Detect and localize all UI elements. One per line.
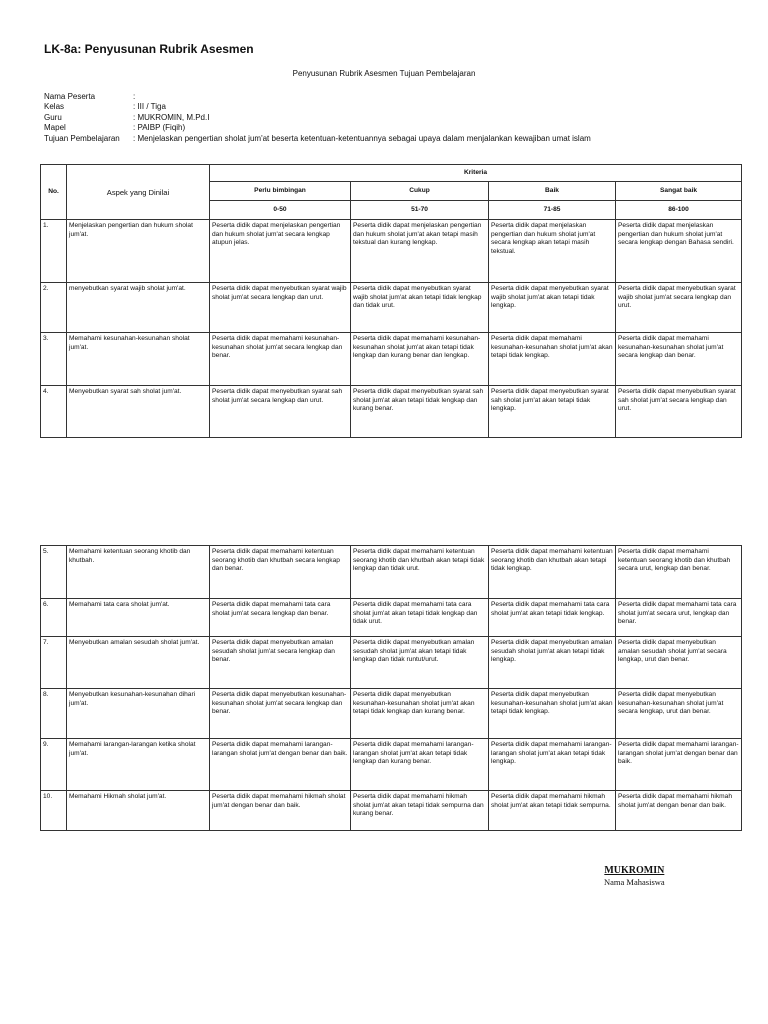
row-number: 1. — [41, 220, 67, 283]
row-criterion: Peserta didik dapat menyebutkan kesunahan-kesunahan sholat jum'at secara lengkap, urut dan benar. — [616, 689, 742, 739]
row-criterion: Peserta didik dapat memahami kesunahan-kesunahan sholat jum'at secara lengkap dan benar. — [616, 333, 742, 386]
row-criterion: Peserta didik dapat memahami tata cara sholat jum'at akan tetapi tidak lengkap. — [489, 599, 616, 637]
row-number: 9. — [41, 739, 67, 791]
rubric-table-part-1 — [40, 164, 742, 438]
row-criterion: Peserta didik dapat memahami tata cara sholat jum'at secara lengkap dan benar. — [210, 599, 351, 637]
row-criterion: Peserta didik dapat memahami hikmah sholat jum'at akan tetapi tidak sempurna. — [489, 791, 616, 831]
row-criterion: Peserta didik dapat menyebutkan amalan sesudah sholat jum'at akan tetapi tidak lengkap. — [489, 637, 616, 689]
meta-value: : Menjelaskan pengertian sholat jum'at beserta ketentuan-ketentuannya sebagai upaya dalam menjalankan kewajiban umat islam — [133, 133, 591, 143]
row-criterion: Peserta didik dapat menjelaskan pengertian dan hukum sholat jum'at akan tetapi masih tekstual dan kurang lengkap. — [351, 220, 489, 283]
row-criterion: Peserta didik dapat memahami hikmah sholat jum'at akan tetapi tidak sempurna dan kurang benar. — [351, 791, 489, 831]
row-criterion: Peserta didik dapat menyebutkan kesunahan-kesunahan sholat jum'at akan tetapi tidak lengkap dan kurang benar. — [351, 689, 489, 739]
header-level-sangat-baik: Sangat baik — [616, 182, 742, 201]
row-aspek: Memahami kesunahan-kesunahan sholat jum'at. — [67, 333, 210, 386]
rubric-table-part-2 — [40, 545, 742, 831]
table-row — [41, 333, 742, 386]
row-number: 4. — [41, 386, 67, 438]
table-row — [41, 791, 742, 831]
row-number: 7. — [41, 637, 67, 689]
header-level-baik: Baik — [489, 182, 616, 201]
signature-block — [604, 865, 665, 887]
row-criterion: Peserta didik dapat memahami ketentuan seorang khotib dan khutbah akan tetapi tidak lengkap. — [489, 546, 616, 599]
meta-value: : III / Tiga — [133, 102, 166, 112]
table-row — [41, 689, 742, 739]
row-aspek: Menyebutkan amalan sesudah sholat jum'at. — [67, 637, 210, 689]
meta-row-tujuan — [44, 134, 591, 144]
table-row — [41, 637, 742, 689]
row-aspek: Memahami larangan-larangan ketika sholat jum'at. — [67, 739, 210, 791]
row-criterion: Peserta didik dapat menyebutkan syarat sah sholat jum'at secara lengkap dan urut. — [210, 386, 351, 438]
meta-label: Tujuan Pembelajaran — [44, 133, 120, 143]
row-criterion: Peserta didik dapat menyebutkan syarat wajib sholat jum'at secara lengkap dan urut. — [616, 283, 742, 333]
meta-row-guru — [44, 113, 591, 123]
row-criterion: Peserta didik dapat memahami kesunahan-kesunahan sholat jum'at secara lengkap dan benar. — [210, 333, 351, 386]
table-row — [41, 386, 742, 438]
row-criterion: Peserta didik dapat memahami ketentuan seorang khotib dan khutbah akan tetapi tidak lengkap dan tidak urut. — [351, 546, 489, 599]
row-criterion: Peserta didik dapat memahami hikmah sholat jum'at dengan benar dan baik. — [616, 791, 742, 831]
row-criterion: Peserta didik dapat memahami ketentuan seorang khotib dan khutbah secara urut, lengkap dan benar. — [616, 546, 742, 599]
row-aspek: Menyebutkan syarat sah sholat jum'at. — [67, 386, 210, 438]
row-criterion: Peserta didik dapat menyebutkan kesunahan-kesunahan sholat jum'at akan tetapi tidak lengkap. — [489, 689, 616, 739]
row-criterion: Peserta didik dapat menyebutkan syarat wajib sholat jum'at secara lengkap dan urut. — [210, 283, 351, 333]
row-criterion: Peserta didik dapat memahami larangan-larangan sholat jum'at akan tetapi tidak lengkap dan kurang benar. — [351, 739, 489, 791]
row-criterion: Peserta didik dapat menyebutkan syarat sah sholat jum'at secara lengkap dan urut. — [616, 386, 742, 438]
table-row — [41, 599, 742, 637]
row-criterion: Peserta didik dapat memahami hikmah sholat jum'at dengan benar dan baik. — [210, 791, 351, 831]
signature-role: Nama Mahasiswa — [604, 877, 665, 887]
row-number: 6. — [41, 599, 67, 637]
identity-block — [44, 92, 591, 144]
row-criterion: Peserta didik dapat memahami kesunahan-kesunahan sholat jum'at akan tetapi tidak lengkap. — [489, 333, 616, 386]
document-subtitle: Penyusunan Rubrik Asesmen Tujuan Pembelajaran — [292, 69, 476, 78]
row-criterion: Peserta didik dapat memahami larangan-larangan sholat jum'at dengan benar dan baik. — [616, 739, 742, 791]
row-criterion: Peserta didik dapat memahami kesunahan-kesunahan sholat jum'at akan tetapi tidak lengkap dan kurang benar dan lengkap. — [351, 333, 489, 386]
table-row — [41, 739, 742, 791]
meta-label: Guru — [44, 112, 62, 122]
page-title: LK-8a: Penyusunan Rubrik Asesmen — [44, 42, 254, 56]
row-criterion: Peserta didik dapat menyebutkan syarat wajib sholat jum'at akan tetapi tidak lengkap. — [489, 283, 616, 333]
row-criterion: Peserta didik dapat memahami tata cara sholat jum'at akan tetapi tidak lengkap dan tidak urut. — [351, 599, 489, 637]
meta-row-kelas — [44, 102, 591, 112]
row-aspek: Menyebutkan kesunahan-kesunahan dihari jum'at. — [67, 689, 210, 739]
table-row — [41, 283, 742, 333]
row-number: 3. — [41, 333, 67, 386]
row-criterion: Peserta didik dapat menjelaskan pengertian dan hukum sholat jum'at secara lengkap atupun jelas. — [210, 220, 351, 283]
table-row — [41, 220, 742, 283]
row-criterion: Peserta didik dapat memahami ketentuan seorang khotib dan khutbah secara lengkap dan benar. — [210, 546, 351, 599]
header-aspek: Aspek yang Dinilai — [67, 165, 210, 220]
row-aspek: menyebutkan syarat wajib sholat jum'at. — [67, 283, 210, 333]
header-level-perlu-bimbingan: Perlu bimbingan — [210, 182, 351, 201]
meta-value: : MUKROMIN, M.Pd.I — [133, 112, 210, 122]
header-kriteria: Kriteria — [210, 165, 742, 182]
row-criterion: Peserta didik dapat menyebutkan amalan sesudah sholat jum'at secara lengkap, urut dan benar. — [616, 637, 742, 689]
table-row — [41, 546, 742, 599]
row-criterion: Peserta didik dapat memahami tata cara sholat jum'at secara urut, lengkap dan benar. — [616, 599, 742, 637]
row-number: 2. — [41, 283, 67, 333]
row-number: 5. — [41, 546, 67, 599]
meta-value: : — [133, 92, 136, 101]
header-range: 86-100 — [616, 201, 742, 220]
meta-row-mapel — [44, 123, 591, 133]
row-criterion: Peserta didik dapat menyebutkan amalan sesudah sholat jum'at akan tetapi tidak lengkap dan tidak runtut/urut. — [351, 637, 489, 689]
header-range: 0-50 — [210, 201, 351, 220]
row-criterion: Peserta didik dapat menyebutkan kesunahan-kesunahan sholat jum'at secara lengkap dan benar. — [210, 689, 351, 739]
row-criterion: Peserta didik dapat menyebutkan syarat wajib sholat jum'at akan tetapi tidak lengkap dan tidak urut. — [351, 283, 489, 333]
row-aspek: Memahami ketentuan seorang khotib dan khutbah. — [67, 546, 210, 599]
header-no: No. — [41, 165, 67, 220]
row-criterion: Peserta didik dapat menyebutkan syarat sah sholat jum'at akan tetapi tidak lengkap. — [489, 386, 616, 438]
row-number: 10. — [41, 791, 67, 831]
row-criterion: Peserta didik dapat menjelaskan pengertian dan hukum sholat jum'at secara lengkap akan tetapi masih tekstual. — [489, 220, 616, 283]
row-criterion: Peserta didik dapat menyebutkan syarat sah sholat jum'at akan tetapi tidak lengkap dan kurang benar. — [351, 386, 489, 438]
header-range: 51-70 — [351, 201, 489, 220]
row-aspek: Menjelaskan pengertian dan hukum sholat jum'at. — [67, 220, 210, 283]
meta-row-nama-peserta — [44, 92, 591, 102]
meta-label: Nama Peserta — [44, 92, 96, 101]
header-range: 71-85 — [489, 201, 616, 220]
row-criterion: Peserta didik dapat memahami larangan-larangan sholat jum'at akan tetapi tidak lengkap. — [489, 739, 616, 791]
row-aspek: Memahami Hikmah sholat jum'at. — [67, 791, 210, 831]
meta-value: : PAIBP (Fiqih) — [133, 123, 186, 133]
meta-label: Mapel — [44, 123, 66, 133]
signature-name: MUKROMIN — [604, 865, 665, 876]
row-criterion: Peserta didik dapat memahami larangan-larangan sholat jum'at dengan benar dan baik. — [210, 739, 351, 791]
header-level-cukup: Cukup — [351, 182, 489, 201]
row-number: 8. — [41, 689, 67, 739]
row-criterion: Peserta didik dapat menjelaskan pengertian dan hukum sholat jum'at secara lengkap dengan Bahasa sendiri. — [616, 220, 742, 283]
row-aspek: Memahami tata cara sholat jum'at. — [67, 599, 210, 637]
meta-label: Kelas — [44, 102, 65, 112]
row-criterion: Peserta didik dapat menyebutkan amalan sesudah sholat jum'at secara lengkap dan benar. — [210, 637, 351, 689]
